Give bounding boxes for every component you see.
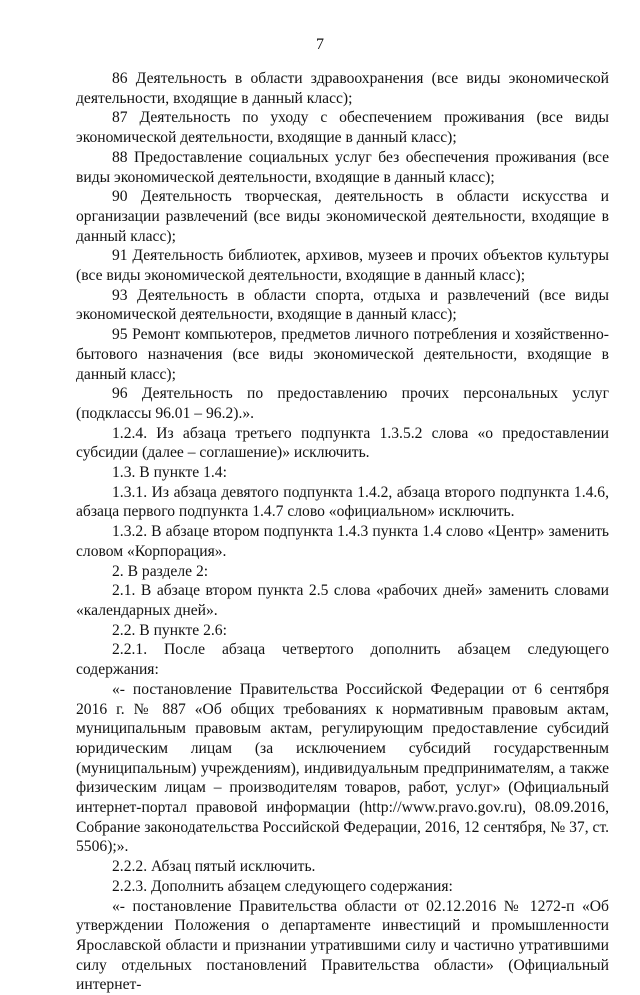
paragraph: 1.3. В пункте 1.4: bbox=[112, 464, 227, 482]
paragraph: 2.2. В пункте 2.6: bbox=[112, 621, 227, 639]
paragraph: 88 Предоставление социальных услуг без обеспечения проживания (все виды экономической деятельности, входящие в данный класс); bbox=[76, 148, 609, 186]
paragraph: 95 Ремонт компьютеров, предметов личного потребления и хозяйственно-бытового назначения (все виды экономической деятельности, входящие в данный класс); bbox=[76, 326, 609, 383]
document-body bbox=[76, 69, 609, 995]
paragraph: 2.1. В абзаце втором пункта 2.5 слова «рабочих дней» заменить словами «календарных дней». bbox=[76, 582, 609, 619]
paragraph: 86 Деятельность в области здравоохранения (все виды экономической деятельности, входящие в данный класс); bbox=[76, 70, 609, 107]
paragraph: 2. В разделе 2: bbox=[112, 562, 209, 580]
paragraph: 91 Деятельность библиотек, архивов, музеев и прочих объектов культуры (все виды экономической деятельности, входящие в данный класс); bbox=[76, 247, 609, 285]
paragraph: «- постановление Правительства области от 02.12.2016 № 1272-п «Об утверждении Положения о департаменте инвестиций и промышленности Ярославской области и признании утратившими силу и частично утратившими силу отдельных постановлений Правительства области» (Официальный интернет- bbox=[76, 897, 609, 994]
paragraph: 93 Деятельность в области спорта, отдыха и развлечений (все виды экономической деятельности, входящие в данный класс); bbox=[76, 286, 609, 324]
paragraph: 96 Деятельность по предоставлению прочих персональных услуг (подклассы 96.01 – 96.2).». bbox=[76, 385, 609, 422]
paragraph: 1.2.4. Из абзаца третьего подпункта 1.3.5.2 слова «о предоставлении субсидии (далее – соглашение)» исключить. bbox=[76, 424, 609, 462]
paragraph: «- постановление Правительства Российской Федерации от 6 сентября 2016 г. № 887 «Об общих требованиях к нормативным правовым актам, муниципальным правовым актам, регулирующим предоставление субсидий юридическим лицам (за исключением субсидий государственным (муниципальным) учреждениям), индивидуальным предпринимателям, а также физическим лицам – производителям товаров, работ, услуг» (Официальный интернет-портал правовой информации (http://www.pravo.gov.ru), 08.09.2016, Собрание законодательства Российской Федерации, 2016, 12 сентября, № 37, ст. 5506);». bbox=[76, 680, 609, 856]
paragraph: 2.2.2. Абзац пятый исключить. bbox=[112, 858, 316, 876]
paragraph: 1.3.1. Из абзаца девятого подпункта 1.4.2, абзаца второго подпункта 1.4.6, абзаца первого подпункта 1.4.7 слово «официальном» исключить. bbox=[76, 483, 609, 521]
paragraph: 2.2.1. После абзаца четвертого дополнить абзацем следующего содержания: bbox=[76, 641, 609, 679]
paragraph: 1.3.2. В абзаце втором подпункта 1.4.3 пункта 1.4 слово «Центр» заменить словом «Корпорация». bbox=[76, 523, 609, 560]
paragraph: 87 Деятельность по уходу с обеспечением проживания (все виды экономической деятельности, входящие в данный класс); bbox=[76, 109, 609, 147]
paragraph: 90 Деятельность творческая, деятельность в области искусства и организации развлечений (все виды экономической деятельности, входящие в данный класс); bbox=[76, 188, 609, 245]
paragraph: 2.2.3. Дополнить абзацем следующего содержания: bbox=[112, 877, 453, 895]
page-number: 7 bbox=[316, 36, 324, 53]
